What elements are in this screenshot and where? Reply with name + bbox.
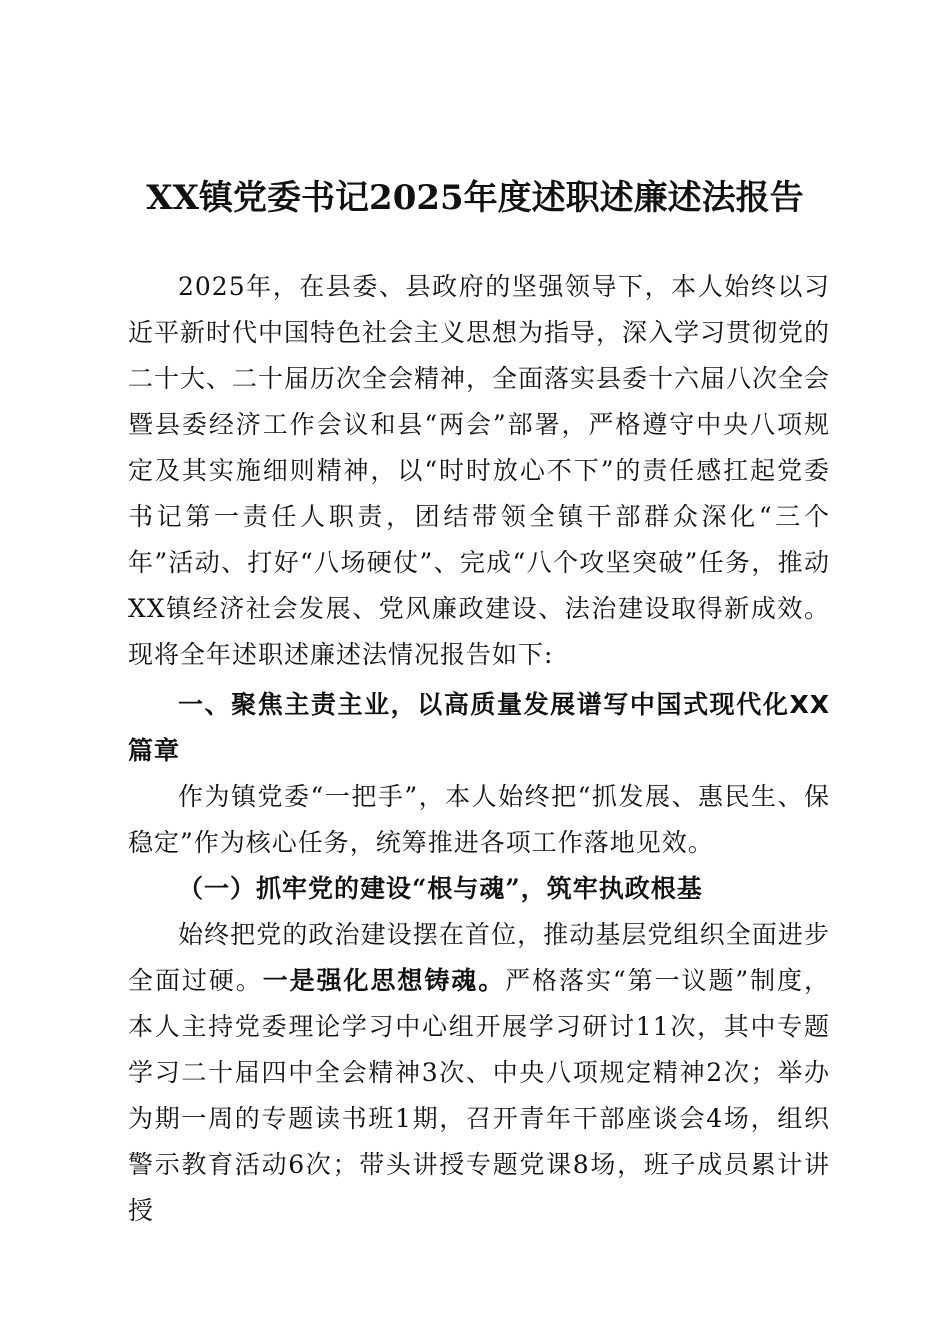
bold-lead-phrase: 一是强化思想铸魂。 <box>262 966 506 995</box>
subsection-heading-1: （一）抓牢党的建设“根与魂”，筑牢执政根基 <box>178 874 703 903</box>
document-title: XX镇党委书记2025年度述职述廉述法报告 <box>146 178 804 218</box>
paragraph-text-b: 严格落实“第一议题”制度，本人主持党委理论学习中心组开展学习研讨11次，其中专题学习二十届四中全会精神3次、中央八项规定精神2次；举办为期一周的专题读书班1期，召开青年干部座谈会4场，组织警示教育活动6次；带头讲授专题党课8场，班子成员累计讲授 <box>128 966 830 1225</box>
section-heading-1: 一、聚焦主责主业，以高质量发展谱写中国式现代化XX篇章 <box>128 690 830 765</box>
section-paragraph-1: 作为镇党委“一把手”，本人始终把“抓发展、惠民生、保稳定”作为核心任务，统筹推进各项工作落地见效。 <box>128 782 830 857</box>
document-body <box>128 264 830 1234</box>
intro-paragraph: 2025年，在县委、县政府的坚强领导下，本人始终以习近平新时代中国特色社会主义思想为指导，深入学习贯彻党的二十大、二十届历次全会精神，全面落实县委十六届八次全会暨县委经济工作会议和县“两会”部署，严格遵守中央八项规定及其实施细则精神，以“时时放心不下”的责任感扛起党委书记第一责任人职责，团结带领全镇干部群众深化“三个年”活动、打好“八场硬仗”、完成“八个攻坚突破”任务，推动XX镇经济社会发展、党风廉政建设、法治建设取得新成效。现将全年述职述廉述法情况报告如下: <box>128 272 831 669</box>
paragraph-text-a: 始终把党的政治建设摆在首位，推动基层党组织全面进步全面过硬。 <box>128 920 830 995</box>
subsection-paragraph-1 <box>128 912 830 1234</box>
